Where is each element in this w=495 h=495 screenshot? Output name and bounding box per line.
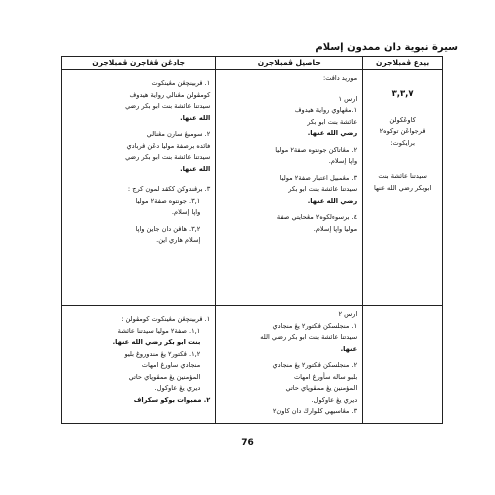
cell-line: ٢. سومبڠ سارن مڠنالي (146, 130, 211, 138)
table-row (62, 70, 443, 306)
cell-line: ٢. ممبوات بوکو سکراف (133, 395, 211, 404)
cell-line: ٣. برڤندوکن ککقد لمون کرج : (127, 185, 211, 193)
cell-line: رضي الله عنها. (307, 196, 358, 205)
cell-line: موريد داڤت: (323, 74, 358, 82)
cell-line: ٣. مڠمبيل اعتبار صفة٢ موليا (279, 173, 358, 182)
cell-line: واڽا إسلام. (328, 157, 358, 165)
table-cell-activities (62, 306, 216, 424)
table-cell-outcome (216, 306, 363, 424)
cell-line: إسلام هاري اين. (156, 236, 201, 244)
cell-line: کومڤولن مڠنالي رواية هيدوڤ (129, 90, 211, 99)
table-cell-standard (363, 70, 443, 306)
cell-line: سيدتنا عائشة بنت (378, 172, 427, 180)
column-header-activities: جادڠن ڤڠاجرن ڤمبلاجرن (62, 57, 216, 70)
document-title: سيرة نبوية دان ممدون إسلام (315, 42, 458, 53)
cell-line: ڤرجواڠن توکوه٢ (379, 127, 426, 135)
cell-line: ارس ١ (338, 94, 358, 103)
cell-line: ٢. مڠاتاکن جونتوه صفة٢ موليا (275, 145, 358, 154)
cell-line: ١. ڤربينچڠن مڠينکوت کومڤولن : (121, 315, 211, 323)
cell-line: ١. منجلسکن ڤکتور٢ يڠ منجادي (272, 321, 358, 330)
cell-line: سيدتنا عائشة بنت ابو بکر (288, 185, 358, 193)
cell-line: سيدتنا عائشة بنت ابو بکر رضي الله (260, 333, 358, 341)
table-cell-outcome (216, 70, 363, 306)
cell-line: ٣,١. جونتوه صفة٢ موليا (135, 196, 201, 205)
cell-line: بنت ابو بکر رضي الله عنها. (112, 338, 201, 346)
cell-line: ٣. مڠاسيهي کلوارڬ دان کاون٢ (272, 407, 358, 415)
lesson-table (61, 56, 443, 424)
cell-line: برايکوت: (390, 138, 415, 147)
cell-line: ٤. برسوءلکوه٢ مڠحايتي صفة (276, 213, 358, 221)
table-cell-standard-empty (363, 306, 443, 424)
cell-line: ارس ٢ (338, 310, 358, 318)
cell-line: الله عنها. (180, 164, 211, 173)
cell-line: سيدتنا عائشة بنت ابو بکر رضي (125, 153, 211, 161)
cell-line: ٢. منجلسکن ڤکتور٢ يڠ منجادي (272, 361, 358, 369)
cell-line: الله عنها. (180, 113, 211, 122)
cell-line: کاوڠکولن (389, 115, 416, 124)
cell-line: منجادي ساورڠ امهات (141, 361, 201, 369)
cell-line: واڽا إسلام. (171, 208, 201, 216)
standard-number: ٣,٣,٧ (391, 89, 414, 99)
cell-line: ابوبکر رضي الله عنها (373, 183, 432, 192)
cell-line: ١,٢. ڤکتور٢ يڠ مندوروڠ بليو (124, 349, 201, 358)
page-number: 76 (241, 438, 254, 448)
cell-line: ١,١. صفة٢ موليا سيدتنا عائشة (117, 326, 201, 335)
cell-line: عائشة بنت ابو بکر (307, 117, 358, 126)
cell-line: فائده برصفة موليا دڠن ڤربادي (126, 141, 211, 150)
cell-line: المؤمنين يڠ ممڤوڽاي حاتي (285, 384, 358, 392)
cell-line: رضي الله عنها. (307, 129, 358, 137)
cell-line: ديري يڠ عاوکول. (154, 384, 201, 392)
column-header-standard: بيدع ڤمبلاجرن (363, 57, 443, 70)
table-row (62, 306, 443, 424)
cell-line: المؤمنين يڠ ممڤوڽاي حاتي (128, 372, 201, 381)
cell-line: عنها. (340, 344, 358, 353)
cell-line: ١. ڤربينچڠن مڠينکوت (151, 79, 211, 87)
cell-line: سيدتنا عائشة بنت ابو بکر رضي (125, 102, 211, 110)
cell-line: ديري يڠ عاوکول. (311, 395, 358, 404)
cell-line: بلبو ساله سأورڠ امهات (293, 372, 358, 381)
table-header-row (62, 57, 443, 70)
cell-line: ١.مڠهاوي رواية هيدوڤ (294, 106, 358, 114)
cell-line: ٣,٢. هاڤن دان جاين واڽا (135, 224, 201, 233)
cell-line: موليا واڽا إسلام. (313, 224, 358, 233)
column-header-outcome: حاصيل ڤمبلاجرن (216, 57, 363, 70)
table-cell-activities (62, 70, 216, 306)
